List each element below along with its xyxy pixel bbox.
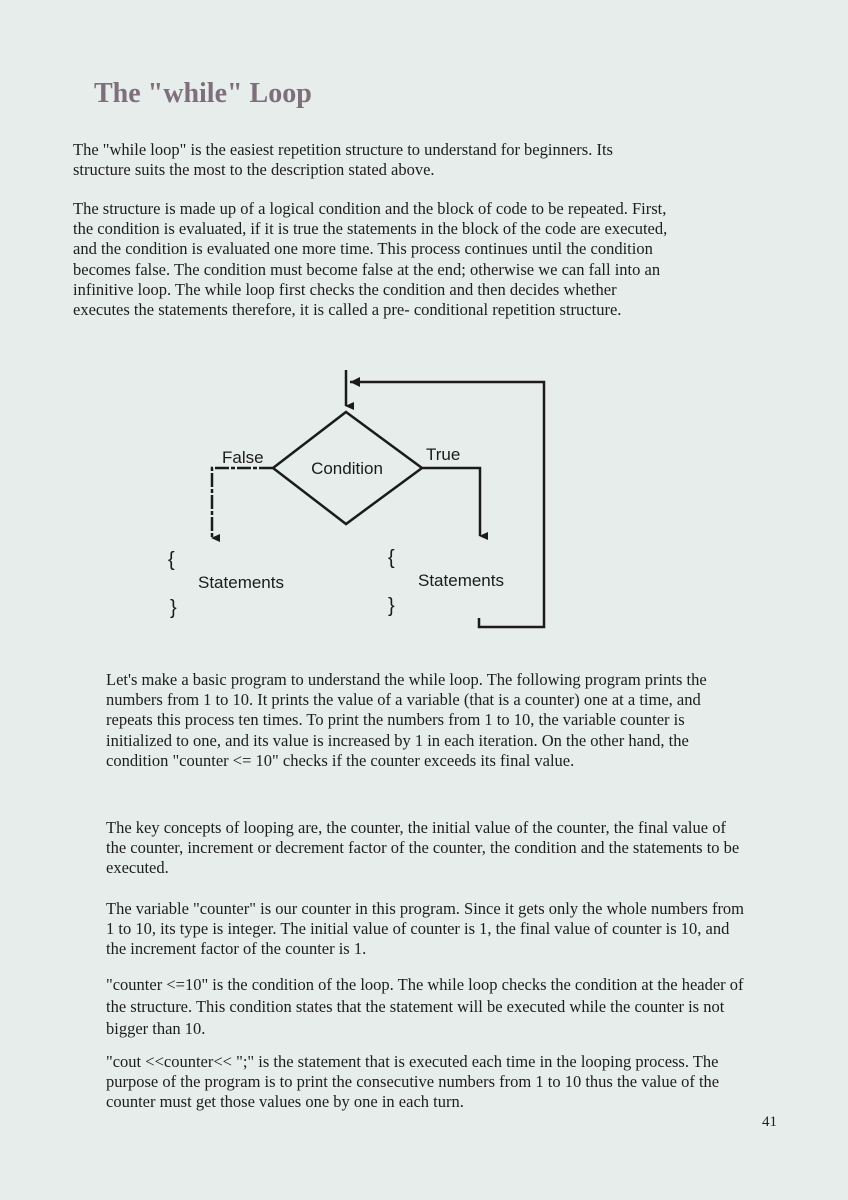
right-statements-label: Statements xyxy=(418,571,504,590)
left-statements-label: Statements xyxy=(198,573,284,592)
counter-variable-paragraph: The variable "counter" is our counter in this program. Since it gets only the whole numbers from 1 to 10, its type is integer. The initial value of counter is 1, the final value of counter is 10, and the increment factor of the counter is 1. xyxy=(106,899,745,959)
condition-label: Condition xyxy=(311,459,383,478)
key-concepts-paragraph: The key concepts of looping are, the counter, the initial value of the counter, the final value of the counter, increment or decrement factor of the counter, the condition and the statements to be executed. xyxy=(106,818,740,878)
right-open-brace: { xyxy=(388,547,395,569)
left-close-brace: } xyxy=(170,597,177,619)
while-loop-flowchart xyxy=(150,360,570,640)
structure-paragraph: The structure is made up of a logical condition and the block of code to be repeated. First, the condition is evaluated, if it is true the statements in the block of the code are executed, and the condition is evaluated one more time. This process continues until the condition becomes false. The condition must become false at the end; otherwise we can fall into an infinitive loop. The while loop first checks the condition and then decides whether executes the statements therefore, it is called a pre- conditional repetition structure. xyxy=(73,199,668,320)
left-open-brace: { xyxy=(168,549,175,571)
loop-back-arrowhead xyxy=(350,377,360,387)
page-number: 41 xyxy=(762,1114,777,1130)
condition-paragraph: "counter <=10" is the condition of the loop. The while loop checks the condition at the header of the structure. This condition states that the statement will be executed while the counter is not bigger than 10. xyxy=(106,975,744,1038)
loop-back-line xyxy=(350,382,544,627)
true-label: True xyxy=(426,445,461,464)
page-title: The "while" Loop xyxy=(94,78,312,109)
example-paragraph: Let's make a basic program to understand the while loop. The following program prints the numbers from 1 to 10. It prints the value of a variable (that is a counter) one at a time, and repeats this process ten times. To print the numbers from 1 to 10, the variable counter is initialized to one, and its value is increased by 1 in each iteration. On the other hand, the condition "counter <= 10" checks if the counter exceeds its final value. xyxy=(106,670,707,770)
true-branch-line xyxy=(422,468,480,536)
false-branch-line xyxy=(212,468,273,538)
intro-paragraph: The "while loop" is the easiest repetition structure to understand for beginners. Its structure suits the most to the description stated above. xyxy=(73,140,613,180)
statement-paragraph: "cout <<counter<< ";" is the statement that is executed each time in the looping process. The purpose of the program is to print the consecutive numbers from 1 to 10 thus the value of the counter must get those values one by one in each turn. xyxy=(106,1052,720,1112)
false-label: False xyxy=(222,448,264,467)
right-close-brace: } xyxy=(388,595,395,617)
